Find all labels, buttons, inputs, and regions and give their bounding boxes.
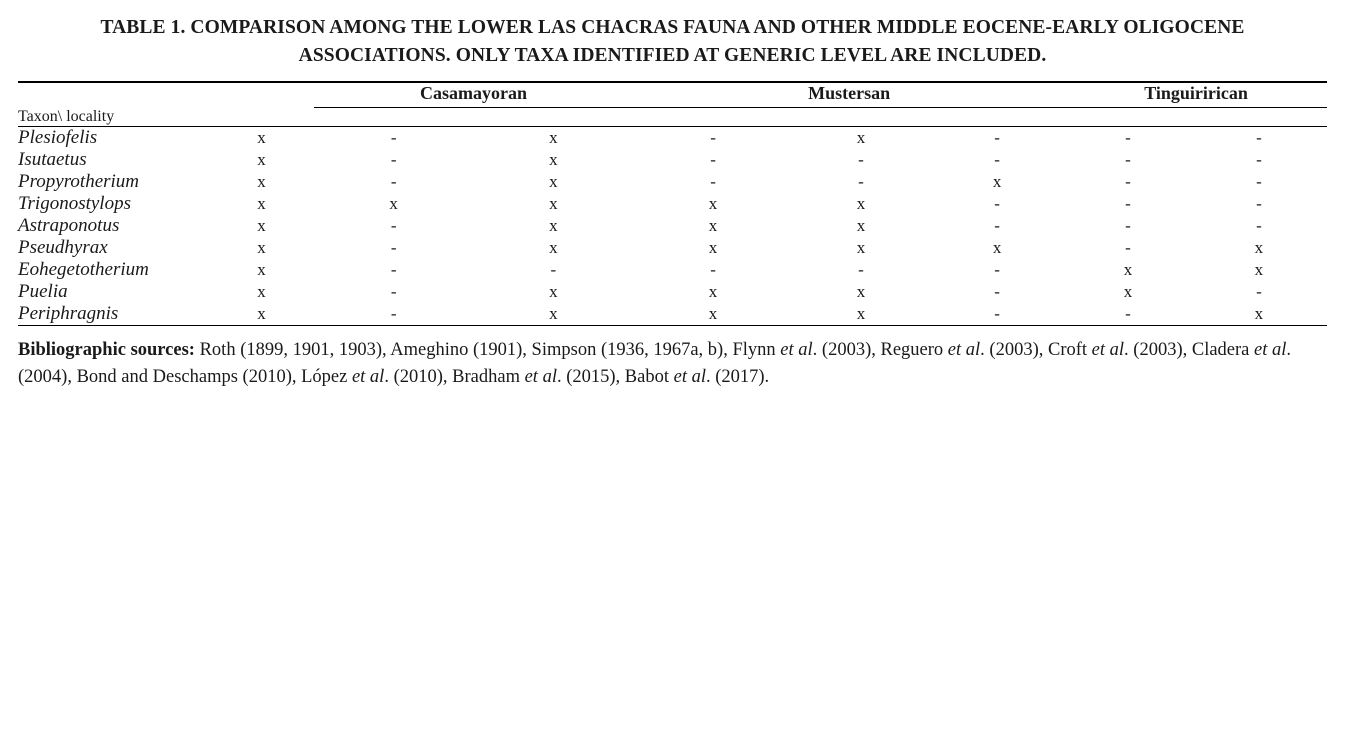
table-row xyxy=(18,171,1327,193)
presence-cell: x xyxy=(1123,282,1133,302)
group-header-blank xyxy=(18,82,209,108)
taxon-name: Trigonostylops xyxy=(18,193,131,215)
group-header-casamayoran-label: Casamayoran xyxy=(314,83,633,108)
taxon-name: Propyrotherium xyxy=(18,171,140,193)
table-row xyxy=(18,127,1327,150)
presence-cell: - xyxy=(994,194,1000,214)
presence-cell: x xyxy=(474,303,634,326)
presence-cell: - xyxy=(1125,150,1131,170)
presence-cell: - xyxy=(858,172,864,192)
presence-cell: - xyxy=(710,150,716,170)
presence-cell: - xyxy=(710,172,716,192)
presence-cell: x xyxy=(257,238,266,258)
presence-cell: x xyxy=(549,216,558,236)
taxon-name: Astraponotus xyxy=(18,215,120,237)
presence-cell: - xyxy=(929,127,1065,150)
presence-cell: x xyxy=(389,194,398,214)
presence-cell: - xyxy=(1256,172,1262,192)
presence-cell: - xyxy=(390,260,397,280)
group-header-mustersan-label: Mustersan xyxy=(633,83,1065,108)
taxon-name: Pseudhyrax xyxy=(18,237,108,259)
presence-cell: - xyxy=(1065,127,1191,150)
presence-cell: x xyxy=(257,216,266,236)
table-row xyxy=(18,149,1327,171)
presence-cell: - xyxy=(858,260,864,280)
taxon-name: Eohegetotherium xyxy=(18,259,149,281)
presence-cell: x xyxy=(549,172,558,192)
bibliographic-sources-label: Bibliographic sources: xyxy=(18,340,195,361)
taxon-name: Periphragnis xyxy=(18,303,209,326)
bibliographic-sources-text: Roth (1899, 1901, 1903), Ameghino (1901), Simpson (1936, 1967a, b), Flynn et al. (2003), Reguero et al. (2003), Croft et al. (2003), Cladera et al. (2004), Bond and Deschamps (2010), López et al. (2010), Bradham et al. (2015), Babot et al. (2017). xyxy=(18,340,1292,387)
presence-cell: - xyxy=(929,303,1065,326)
presence-cell: - xyxy=(390,172,397,192)
group-header-casamayoran xyxy=(314,82,633,108)
presence-cell: x xyxy=(992,172,1002,192)
column-header-row: Taxon\ locality xyxy=(18,108,115,126)
bibliographic-sources xyxy=(18,326,1327,390)
presence-cell: - xyxy=(1125,194,1131,214)
presence-cell: - xyxy=(1125,216,1131,236)
presence-cell: x xyxy=(856,216,866,236)
presence-cell: - xyxy=(994,282,1000,302)
presence-cell: - xyxy=(314,127,474,150)
presence-cell: x xyxy=(257,172,266,192)
presence-cell: - xyxy=(1065,303,1191,326)
presence-cell: - xyxy=(633,127,793,150)
presence-cell: x xyxy=(257,150,266,170)
table-row xyxy=(18,193,1327,215)
presence-cell: - xyxy=(1256,194,1262,214)
presence-cell: x xyxy=(1254,238,1264,258)
group-header-tinguirirican-label: Tinguirirican xyxy=(1065,83,1327,108)
presence-cell: x xyxy=(793,127,929,150)
presence-cell: x xyxy=(856,282,866,302)
presence-cell: x xyxy=(793,303,929,326)
presence-cell: x xyxy=(549,282,558,302)
table-body xyxy=(18,127,1327,326)
group-header-tinguirirican xyxy=(1065,82,1327,108)
presence-cell: - xyxy=(390,238,397,258)
group-header-mustersan xyxy=(633,82,1065,108)
taxon-name: Isutaetus xyxy=(18,149,87,171)
table-row xyxy=(18,281,1327,303)
presence-cell: x xyxy=(474,127,634,150)
taxon-name: Plesiofelis xyxy=(18,127,209,150)
comparison-table xyxy=(18,81,1327,326)
presence-cell: - xyxy=(1256,150,1262,170)
presence-cell: x xyxy=(1191,303,1327,326)
presence-cell: x xyxy=(549,194,558,214)
presence-cell: - xyxy=(314,303,474,326)
table-row xyxy=(18,237,1327,259)
presence-cell: x xyxy=(257,194,266,214)
presence-cell: x xyxy=(708,216,718,236)
presence-cell: x xyxy=(209,127,314,150)
table-row xyxy=(18,303,1327,326)
presence-cell: - xyxy=(1125,238,1131,258)
presence-cell: - xyxy=(1191,127,1327,150)
presence-cell: x xyxy=(257,260,266,280)
presence-cell: - xyxy=(994,216,1000,236)
presence-cell: x xyxy=(856,238,866,258)
presence-cell: x xyxy=(708,194,718,214)
presence-cell: x xyxy=(708,238,718,258)
taxon-name: Puelia xyxy=(18,281,68,303)
presence-cell: x xyxy=(209,303,314,326)
presence-cell: - xyxy=(390,150,397,170)
presence-cell: x xyxy=(549,238,558,258)
presence-cell: x xyxy=(856,194,866,214)
presence-cell: x xyxy=(708,282,718,302)
presence-cell: x xyxy=(549,150,558,170)
presence-cell: x xyxy=(257,282,266,302)
table-row xyxy=(18,215,1327,237)
presence-cell: - xyxy=(1256,216,1262,236)
presence-cell: - xyxy=(390,216,397,236)
table-row xyxy=(18,259,1327,281)
group-header-blank-2 xyxy=(209,82,314,108)
presence-cell: - xyxy=(1125,172,1131,192)
presence-cell: x xyxy=(1123,260,1133,280)
presence-cell: - xyxy=(994,150,1000,170)
presence-cell: - xyxy=(858,150,864,170)
presence-cell: - xyxy=(994,260,1000,280)
group-header-row xyxy=(18,82,1327,108)
presence-cell: x xyxy=(633,303,793,326)
presence-cell: x xyxy=(1254,260,1264,280)
presence-cell: x xyxy=(992,238,1002,258)
presence-cell: - xyxy=(550,260,557,280)
presence-cell: - xyxy=(1256,282,1262,302)
presence-cell: - xyxy=(390,282,397,302)
presence-cell: - xyxy=(710,260,716,280)
table-caption: TABLE 1. COMPARISON AMONG THE LOWER LAS CHACRAS FAUNA AND OTHER MIDDLE EOCENE-EARLY OLIGOCENE ASSOCIATIONS. ONLY TAXA IDENTIFIED AT GENERIC LEVEL ARE INCLUDED. xyxy=(100,17,1245,66)
